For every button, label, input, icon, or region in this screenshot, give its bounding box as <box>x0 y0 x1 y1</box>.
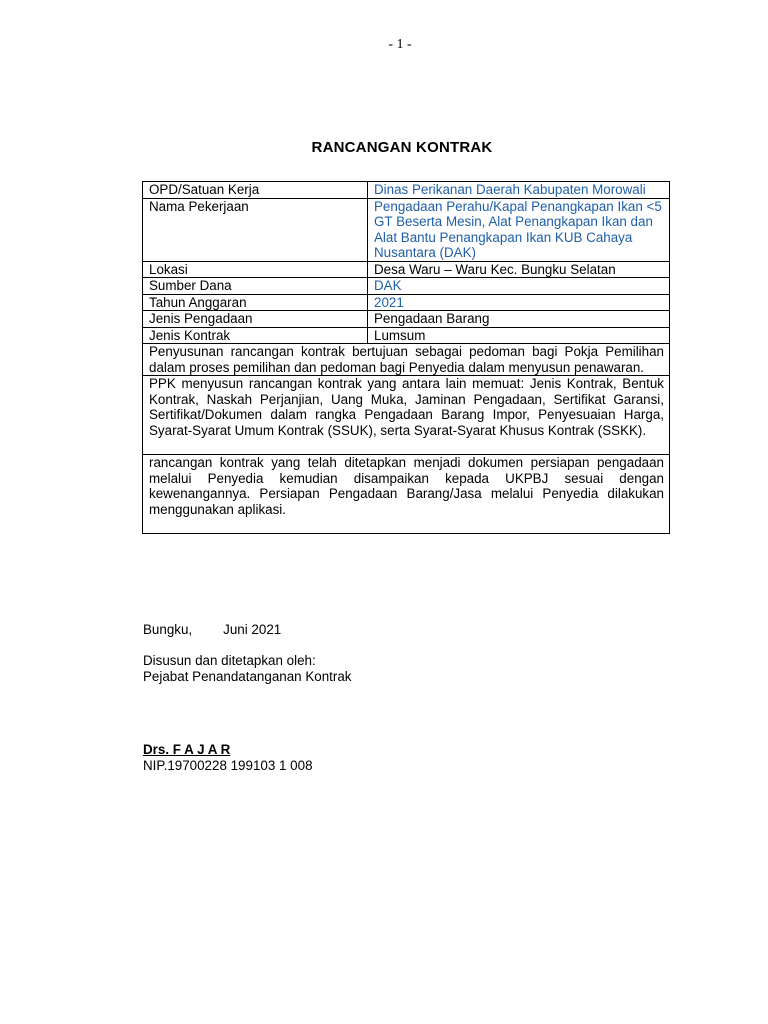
row-value-opd: Dinas Perikanan Daerah Kabupaten Morowali <box>368 182 670 199</box>
signature-nip: NIP.19700228 199103 1 008 <box>143 758 313 773</box>
table-row <box>143 182 670 199</box>
row-label-sumber-dana: Sumber Dana <box>143 278 368 295</box>
row-label-lokasi: Lokasi <box>143 261 368 278</box>
signature-place: Bungku, <box>143 622 193 637</box>
signature-prepared-by: Disusun dan ditetapkan oleh: <box>143 653 316 668</box>
table-row <box>143 311 670 328</box>
paragraph-submission: rancangan kontrak yang telah ditetapkan menjadi dokumen persiapan pengadaan melalui Penyedia kemudian disampaikan kepada UKPBJ sesuai dengan kewenangannya. Persiapan Pengadaan Barang/Jasa melalui Penyedia dilakukan menggunakan aplikasi. <box>143 455 670 534</box>
table-row <box>143 261 670 278</box>
row-label-opd: OPD/Satuan Kerja <box>143 182 368 199</box>
page-number: - 1 - <box>388 37 412 52</box>
row-label-jenis-pengadaan: Jenis Pengadaan <box>143 311 368 328</box>
table-row <box>143 376 670 455</box>
signature-prepared-block <box>143 653 351 684</box>
row-value-nama-pekerjaan: Pengadaan Perahu/Kapal Penangkapan Ikan <5 GT Beserta Mesin, Alat Penangkapan Ikan dan Alat Bantu Penangkapan Ikan KUB Cahaya Nusantara (DAK) <box>368 198 670 261</box>
signature-date: Juni 2021 <box>223 622 282 637</box>
table-row <box>143 344 670 376</box>
paragraph-contents: PPK menyusun rancangan kontrak yang antara lain memuat: Jenis Kontrak, Bentuk Kontrak, Naskah Perjanjian, Uang Muka, Jaminan Pengadaan, Sertifikat Garansi, Sertifikat/Dokumen dalam rangka Pengadaan Barang Impor, Penyesuaian Harga, Syarat-Syarat Umum Kontrak (SSUK), serta Syarat-Syarat Khusus Kontrak (SSKK). <box>143 376 670 455</box>
row-label-jenis-kontrak: Jenis Kontrak <box>143 327 368 344</box>
document-title: RANCANGAN KONTRAK <box>311 139 493 156</box>
table-row <box>143 455 670 534</box>
signature-name: Drs. F A J A R <box>143 742 231 757</box>
table-row <box>143 278 670 295</box>
paragraph-purpose: Penyusunan rancangan kontrak bertujuan sebagai pedoman bagi Pokja Pemilihan dalam proses pemilihan dan pedoman bagi Penyedia dalam menyusun penawaran. <box>143 344 670 376</box>
signature-position: Pejabat Penandatanganan Kontrak <box>143 668 352 684</box>
row-value-jenis-pengadaan: Pengadaan Barang <box>368 311 670 328</box>
row-value-sumber-dana: DAK <box>368 278 670 295</box>
row-value-jenis-kontrak: Lumsum <box>368 327 670 344</box>
row-label-tahun-anggaran: Tahun Anggaran <box>143 294 368 311</box>
table-row <box>143 294 670 311</box>
table-row <box>143 198 670 261</box>
row-value-lokasi: Desa Waru – Waru Kec. Bungku Selatan <box>368 261 670 278</box>
row-value-tahun-anggaran: 2021 <box>368 294 670 311</box>
signature-date-line <box>143 622 281 638</box>
table-row <box>143 327 670 344</box>
row-label-nama-pekerjaan: Nama Pekerjaan <box>143 198 368 261</box>
contract-table <box>142 181 670 534</box>
